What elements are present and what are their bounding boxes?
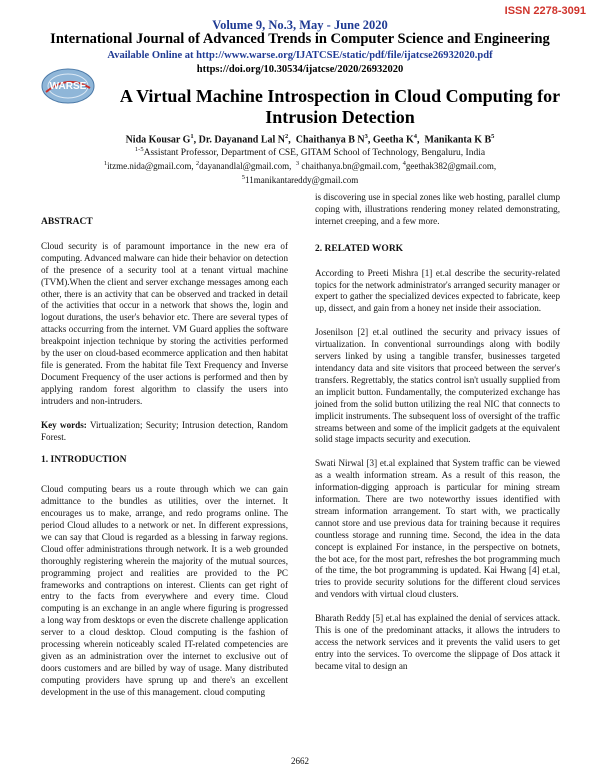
abstract-heading: ABSTRACT bbox=[41, 217, 93, 227]
related-work-heading: 2. RELATED WORK bbox=[315, 243, 404, 254]
affiliation: $^{1-5}$Assistant Professor, Department of CSE, GITAM School of Technology, Bengaluru, India bbox=[134, 146, 486, 159]
available-online-link[interactable]: Available Online at http://www.warse.org/IJATCSE/static/pdf/file/ijatcse26932020.pdf bbox=[107, 50, 493, 61]
introduction-heading: 1. INTRODUCTION bbox=[41, 455, 127, 466]
related-work-p1: According to Preeti Mishra [1] et.al describe the security-related topics for the network administrator's arranged security manager or expert to gather the specialized devices expected to fabricate, keep up, dissect, and gain from a honey net inside their association. bbox=[315, 267, 560, 314]
page-number: 2662 bbox=[291, 756, 309, 766]
abstract-text: Cloud security is of paramount importance in the new era of computing. Advanced malware can hide their behavior on detection of the presence of a security tool at a tenant virtual machine (TVM).When the client and server exchange messages among each other, there is an activity that can be observed and tracked in detail of the activities that occur in a network that shows the, login and logout durations, the user's behavior etc. There are several types of attacks occurring from the internet. VM Guard applies the software breakpoint injection technique by storing the activities performed by the user on cloud-based ecommerce application and then habitat file is generated. From the habitat file Text Frequency and Inverse Document Frequency of the user actions is performed and then by applying random forest algorithm to classify the users into intruders and non-intruders. bbox=[41, 240, 288, 406]
paper-title: A Virtual Machine Introspection in Cloud Computing for Intrusion Detection bbox=[119, 86, 561, 127]
introduction-continued: is discovering use in special zones like web hosting, parallel clump coping with, illustrations rendering money related demonstrating, internet creeping, and a few more. bbox=[315, 192, 560, 226]
keywords: Key words: Virtualization; Security; Intrusion detection, Random Forest. bbox=[41, 419, 288, 442]
left-column bbox=[41, 217, 288, 699]
warse-logo bbox=[40, 66, 96, 106]
emails: $^1$itzme.nida@gmail.com, $^2$dayanandlal@gmail.com, $^3$ chaithanya.bn@gmail.com, $^4$geethak382@gmail.com, $^5$11manikantareddy@gmail.com bbox=[103, 160, 497, 185]
authors: Nida Kousar $G^1$, Dr. Dayanand Lal $N^2$, Chaithanya B $N^3$, Geetha $K^4$, Manikanta K $B^5$ bbox=[125, 133, 495, 146]
related-work-p4: Bharath Reddy [5] et.al has explained the denial of services attack. This is one of the predominant attacks, it allows the intruders to access the network services and it prevents the valid users to get entry into the services. To overcome the slippage of Dos attack it became vital to design an bbox=[315, 613, 560, 671]
logo-text: WARSE bbox=[49, 81, 87, 92]
related-work-p2: Josenilson [2] et.al outlined the security and privacy issues of virtualization. In conventional surroundings along with bodily servers linked by using a tangible transfer, businesses targeted intendancy data and site visitors that proceed between the server's transfers. Regrettably, the statics control isn't usually supplied from an implicit button. Fundamentally, the computerized exchange has joined from the solid button utilizing the real NIC that connects to implicit instruments. The subsequent loss of oversight of the traffic streams between and some of the implicit gadgets at the equivalent solid stage impacts security and execution. bbox=[315, 327, 561, 445]
journal-title: International Journal of Advanced Trends in Computer Science and Engineering bbox=[50, 31, 550, 47]
introduction-text: Cloud computing bears us a route through which we can gain admittance to the bundles as utilities, over the internet. It encourages us to make, arrange, and redo programs online. The period Cloud alludes to a network or net. In different expressions, we can say that Cloud is regarded as a blessing in farway regions. Cloud offer administrations through network. It is a web grounded thoroughly registering wherein the majority of the mutual sources, programming project and realities are provided to the PC frameworks and contraptions on interest. Clients can get right of entry to the facts from everywhere and every time. Cloud computing is an exchange in an angle where figuring is progressed a long way from desktops or even the discrete challenge application server to a cloud desktop. Cloud computing is the fashion of processing wherein noticeably scaled IT-related competencies are given as an administration over the internet to exclusive out of doors customers and are billed by way of usage. Many distributed computing providers have sprung up and there's an excellent development in the use of this management. cloud computing bbox=[41, 484, 288, 697]
issn: ISSN 2278-3091 bbox=[504, 5, 586, 17]
volume-line: Volume 9, No.3, May - June 2020 bbox=[212, 18, 388, 32]
right-column bbox=[315, 192, 560, 673]
related-work-p3: Swati Nirwal [3] et.al explained that System traffic can be viewed as a wealth information stream. As a result of this reason, the information-digging approach is particular for mining stream information. There are two noteworthy issues identified with stream information arrangement. To start with, we practically cannot store and use previous data for training because it requires countless storage and running time. Second, the idea in the data concept is explained For instance, in the perspective on botnets, the bot ace, for the most part, refreshes the bot programming much of the time, the bot programming is updated. Kai Hwang [4] et.al, tries to provide security solutions for the different cloud services and vendors with virtual cloud clusters. bbox=[315, 458, 560, 600]
doi-link[interactable]: https://doi.org/10.30534/ijatcse/2020/26932020 bbox=[196, 64, 404, 75]
